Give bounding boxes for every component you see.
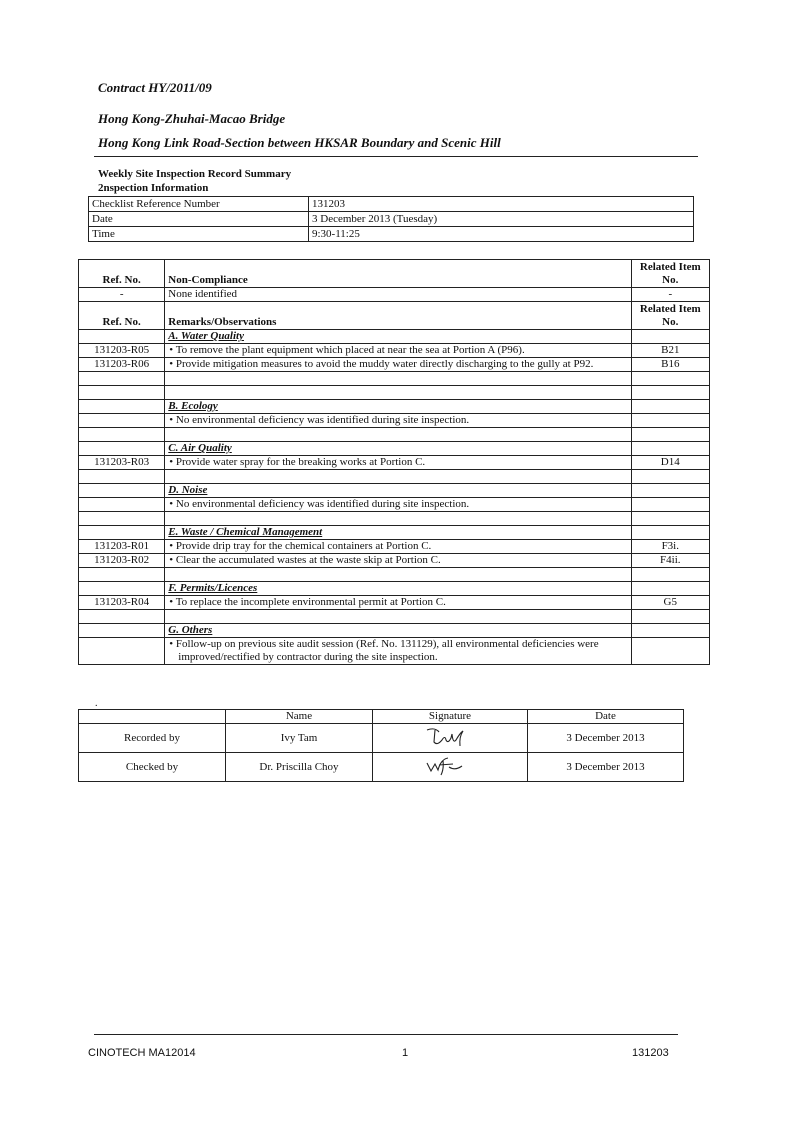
info-value: 3 December 2013 (Tuesday) bbox=[309, 212, 694, 227]
signature-mark bbox=[415, 724, 485, 748]
bullet-icon: • bbox=[169, 456, 176, 468]
spacer-cell bbox=[631, 610, 709, 624]
observations-body bbox=[79, 260, 710, 665]
observation-cell bbox=[165, 414, 631, 428]
observation-row bbox=[79, 554, 710, 568]
observation-text bbox=[168, 456, 627, 469]
observation-row bbox=[79, 638, 710, 665]
spacer-cell bbox=[631, 428, 709, 442]
category-title: C. Air Quality bbox=[165, 442, 631, 456]
observation-text-content: Follow-up on previous site audit session (Ref. No. 131129), all environmental deficiencies were improved/rectified by contractor during the site inspection. bbox=[175, 638, 599, 663]
signoff-name: Ivy Tam bbox=[226, 724, 373, 753]
signoff-row bbox=[79, 753, 684, 782]
remarks-header-row bbox=[79, 302, 710, 330]
observation-text-content: Provide drip tray for the chemical containers at Portion C. bbox=[175, 540, 432, 552]
observation-row bbox=[79, 344, 710, 358]
spacer-cell bbox=[165, 568, 631, 582]
category-row bbox=[79, 484, 710, 498]
info-value: 131203 bbox=[309, 197, 694, 212]
observation-text bbox=[168, 638, 627, 664]
observation-related: D14 bbox=[631, 456, 709, 470]
observation-text bbox=[168, 414, 627, 427]
category-ref-cell bbox=[79, 526, 165, 540]
observation-ref bbox=[79, 638, 165, 665]
noncompliance-ref: - bbox=[79, 288, 165, 302]
observation-row bbox=[79, 358, 710, 372]
observation-related bbox=[631, 638, 709, 665]
category-title: E. Waste / Chemical Management bbox=[165, 526, 631, 540]
observation-text-content: Provide mitigation measures to avoid the muddy water directly discharging to the gully at P92. bbox=[175, 358, 594, 370]
spacer-cell bbox=[631, 568, 709, 582]
signoff-header: Date bbox=[528, 710, 684, 724]
category-row bbox=[79, 330, 710, 344]
noncompliance-related: - bbox=[631, 288, 709, 302]
category-related-cell bbox=[631, 442, 709, 456]
observation-related: B16 bbox=[631, 358, 709, 372]
observation-text bbox=[168, 358, 627, 371]
observation-cell bbox=[165, 554, 631, 568]
col-noncompliance-header: Non-Compliance bbox=[165, 260, 631, 288]
signoff-role: Recorded by bbox=[79, 724, 226, 753]
spacer-cell bbox=[631, 372, 709, 386]
spacer-cell bbox=[79, 428, 165, 442]
observation-text bbox=[168, 596, 627, 609]
observation-related bbox=[631, 414, 709, 428]
signoff-row bbox=[79, 724, 684, 753]
category-ref-cell bbox=[79, 582, 165, 596]
category-row bbox=[79, 442, 710, 456]
category-title: G. Others bbox=[165, 624, 631, 638]
spacer-row bbox=[79, 470, 710, 484]
footer-page-number: 1 bbox=[402, 1047, 409, 1059]
footer-rule bbox=[94, 1034, 678, 1035]
signoff-header: Signature bbox=[373, 710, 528, 724]
category-related-cell bbox=[631, 484, 709, 498]
observation-text-content: Provide water spray for the breaking works at Portion C. bbox=[175, 456, 426, 468]
spacer-cell bbox=[631, 512, 709, 526]
bullet-icon: • bbox=[169, 358, 176, 370]
col-ref-header: Ref. No. bbox=[79, 260, 165, 288]
category-related-cell bbox=[631, 400, 709, 414]
category-related-cell bbox=[631, 330, 709, 344]
spacer-row bbox=[79, 568, 710, 582]
signoff-date: 3 December 2013 bbox=[528, 724, 684, 753]
observation-cell bbox=[165, 358, 631, 372]
spacer-cell bbox=[165, 386, 631, 400]
info-row bbox=[89, 197, 694, 212]
col-related-header: Related Item No. bbox=[631, 302, 709, 330]
signature-mark bbox=[415, 753, 485, 777]
info-row bbox=[89, 212, 694, 227]
info-label: Checklist Reference Number bbox=[89, 197, 309, 212]
observation-text-content: To replace the incomplete environmental permit at Portion C. bbox=[175, 596, 446, 608]
spacer-cell bbox=[165, 512, 631, 526]
spacer-cell bbox=[631, 470, 709, 484]
contract-number: Contract HY/2011/09 bbox=[98, 80, 212, 95]
col-ref-header: Ref. No. bbox=[79, 302, 165, 330]
summary-title: Weekly Site Inspection Record Summary bbox=[98, 168, 292, 180]
section-title: Hong Kong Link Road-Section between HKSAR Boundary and Scenic Hill bbox=[98, 135, 501, 150]
observation-row bbox=[79, 498, 710, 512]
category-row bbox=[79, 526, 710, 540]
observation-ref: 131203-R02 bbox=[79, 554, 165, 568]
observation-related: B21 bbox=[631, 344, 709, 358]
observation-text bbox=[168, 498, 627, 511]
spacer-row bbox=[79, 386, 710, 400]
observation-related: G5 bbox=[631, 596, 709, 610]
spacer-row bbox=[79, 512, 710, 526]
observation-cell bbox=[165, 344, 631, 358]
observation-ref: 131203-R04 bbox=[79, 596, 165, 610]
spacer-row bbox=[79, 428, 710, 442]
footer-right: 131203 bbox=[632, 1047, 669, 1059]
project-title: Hong Kong-Zhuhai-Macao Bridge bbox=[98, 111, 286, 126]
inspection-info-table bbox=[88, 196, 694, 242]
signoff-header: Name bbox=[226, 710, 373, 724]
spacer-cell bbox=[631, 386, 709, 400]
info-label: Time bbox=[89, 227, 309, 242]
signoff-header bbox=[79, 710, 226, 724]
observation-cell bbox=[165, 498, 631, 512]
category-ref-cell bbox=[79, 624, 165, 638]
signoff-name: Dr. Priscilla Choy bbox=[226, 753, 373, 782]
footer-left: CINOTECH MA12014 bbox=[88, 1047, 196, 1059]
observation-text bbox=[168, 554, 627, 567]
category-ref-cell bbox=[79, 442, 165, 456]
observation-ref bbox=[79, 414, 165, 428]
observation-related: F3i. bbox=[631, 540, 709, 554]
observation-text-content: No environmental deficiency was identified during site inspection. bbox=[175, 414, 470, 426]
signature-cell bbox=[373, 724, 528, 753]
observation-cell bbox=[165, 456, 631, 470]
observation-ref: 131203-R06 bbox=[79, 358, 165, 372]
observation-text bbox=[168, 540, 627, 553]
col-related-header: Related Item No. bbox=[631, 260, 709, 288]
observations-table bbox=[78, 259, 710, 665]
signoff-role: Checked by bbox=[79, 753, 226, 782]
observation-text bbox=[168, 344, 627, 357]
spacer-cell bbox=[165, 470, 631, 484]
bullet-icon: • bbox=[169, 498, 176, 510]
category-related-cell bbox=[631, 526, 709, 540]
category-title: A. Water Quality bbox=[165, 330, 631, 344]
observation-cell bbox=[165, 638, 631, 665]
category-title: D. Noise bbox=[165, 484, 631, 498]
info-value: 9:30-11:25 bbox=[309, 227, 694, 242]
stray-mark: . bbox=[95, 698, 98, 709]
info-row bbox=[89, 227, 694, 242]
spacer-cell bbox=[79, 470, 165, 484]
bullet-icon: • bbox=[169, 344, 176, 356]
observation-ref: 131203-R01 bbox=[79, 540, 165, 554]
signature-cell bbox=[373, 753, 528, 782]
spacer-cell bbox=[165, 372, 631, 386]
category-row bbox=[79, 624, 710, 638]
observation-related: F4ii. bbox=[631, 554, 709, 568]
observation-row bbox=[79, 414, 710, 428]
spacer-cell bbox=[79, 610, 165, 624]
observation-cell bbox=[165, 596, 631, 610]
bullet-icon: • bbox=[169, 638, 176, 650]
info-label: Date bbox=[89, 212, 309, 227]
spacer-row bbox=[79, 610, 710, 624]
category-row bbox=[79, 400, 710, 414]
observation-cell bbox=[165, 540, 631, 554]
category-ref-cell bbox=[79, 400, 165, 414]
observation-text-content: No environmental deficiency was identified during site inspection. bbox=[175, 498, 470, 510]
category-ref-cell bbox=[79, 484, 165, 498]
info-title: 2nspection Information bbox=[98, 182, 209, 194]
observation-text-content: To remove the plant equipment which placed at near the sea at Portion A (P96). bbox=[175, 344, 525, 356]
observation-row bbox=[79, 456, 710, 470]
signoff-date: 3 December 2013 bbox=[528, 753, 684, 782]
observation-text-content: Clear the accumulated wastes at the waste skip at Portion C. bbox=[175, 554, 441, 566]
signoff-table bbox=[78, 709, 684, 782]
col-remarks-header: Remarks/Observations bbox=[165, 302, 631, 330]
spacer-row bbox=[79, 372, 710, 386]
category-title: F. Permits/Licences bbox=[165, 582, 631, 596]
observation-ref: 131203-R05 bbox=[79, 344, 165, 358]
bullet-icon: • bbox=[169, 554, 176, 566]
category-ref-cell bbox=[79, 330, 165, 344]
bullet-icon: • bbox=[169, 414, 176, 426]
bullet-icon: • bbox=[169, 596, 176, 608]
spacer-cell bbox=[79, 568, 165, 582]
noncompliance-header-row bbox=[79, 260, 710, 288]
spacer-cell bbox=[165, 610, 631, 624]
category-related-cell bbox=[631, 582, 709, 596]
spacer-cell bbox=[79, 372, 165, 386]
spacer-cell bbox=[79, 386, 165, 400]
observation-row bbox=[79, 596, 710, 610]
signoff-header-row bbox=[79, 710, 684, 724]
observation-ref bbox=[79, 498, 165, 512]
category-row bbox=[79, 582, 710, 596]
spacer-cell bbox=[79, 512, 165, 526]
observation-related bbox=[631, 498, 709, 512]
noncompliance-text: None identified bbox=[165, 288, 631, 302]
observation-row bbox=[79, 540, 710, 554]
category-related-cell bbox=[631, 624, 709, 638]
noncompliance-row bbox=[79, 288, 710, 302]
spacer-cell bbox=[165, 428, 631, 442]
observation-ref: 131203-R03 bbox=[79, 456, 165, 470]
header-rule bbox=[94, 156, 698, 157]
category-title: B. Ecology bbox=[165, 400, 631, 414]
bullet-icon: • bbox=[169, 540, 176, 552]
